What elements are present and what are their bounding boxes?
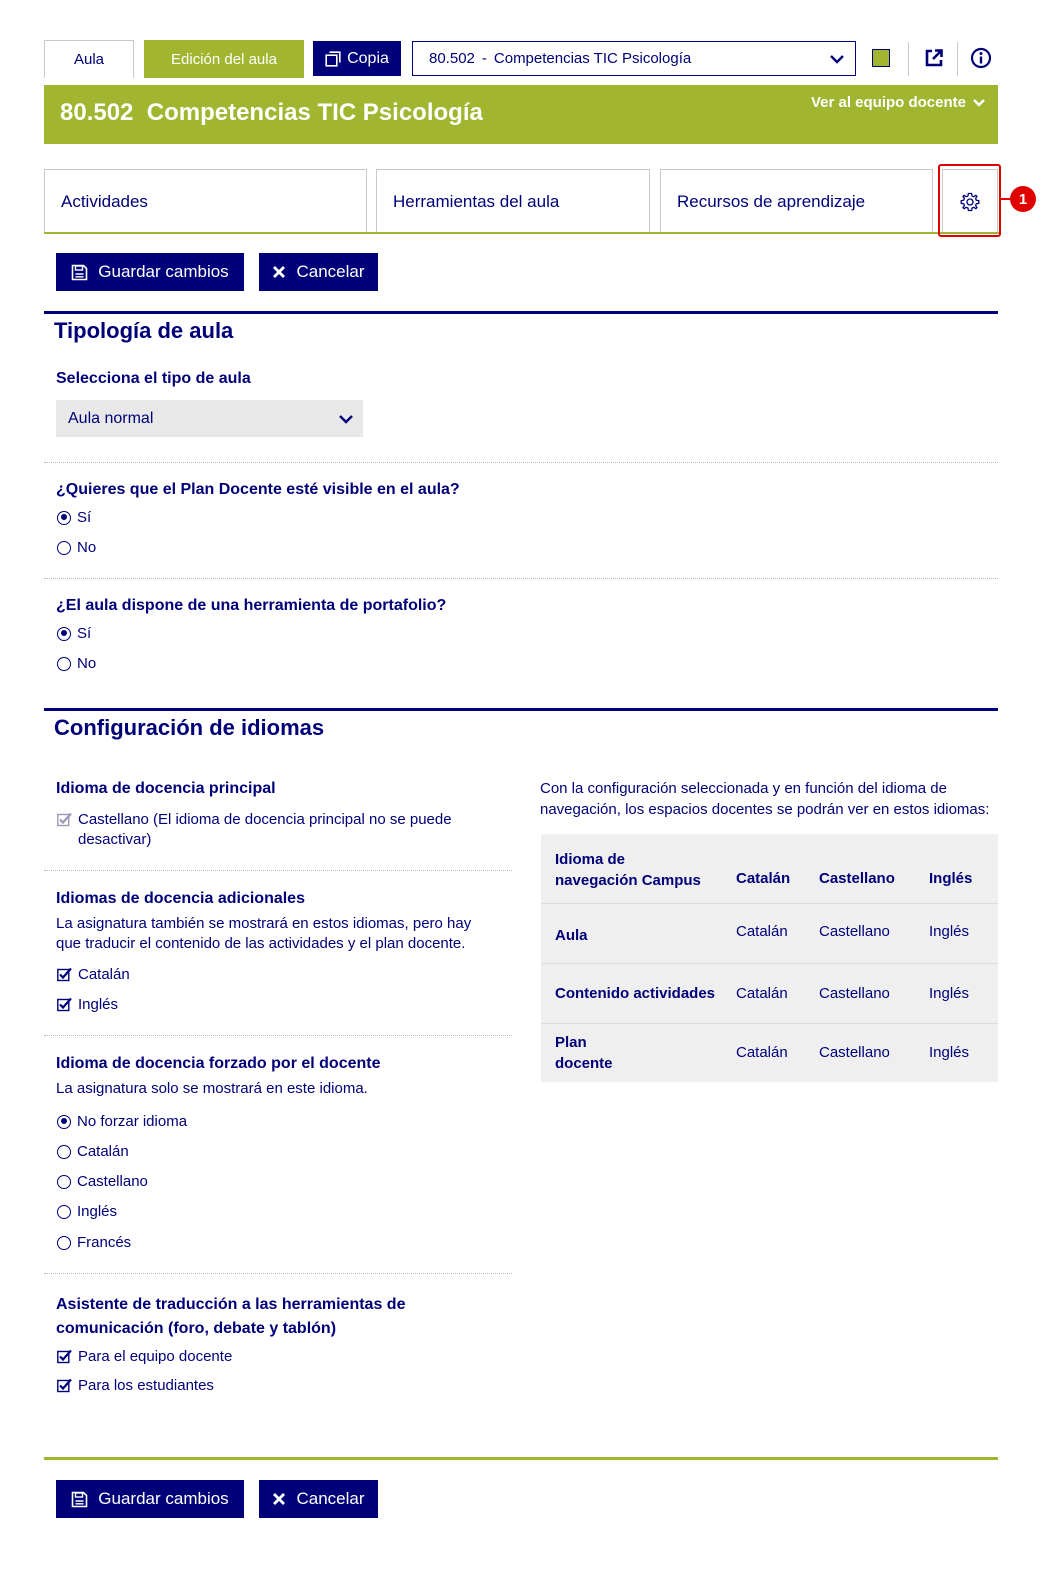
radio-label: No [77,655,97,672]
highlight-box [938,164,1001,237]
table-header-catalan: Catalán [736,870,791,887]
radio-castellano[interactable] [57,1173,148,1190]
radio-label: Castellano [77,1173,148,1190]
table-cell: Castellano [819,1044,890,1061]
bottom-rule [44,1457,998,1460]
radio-ingles[interactable] [57,1203,117,1220]
row-label-line2: docente [555,1055,613,1072]
divider [44,1273,512,1274]
section-title-tipologia: Tipología de aula [54,318,234,343]
copy-button-label: Copia [347,49,389,67]
radio-label: No forzar idioma [77,1113,188,1130]
checkbox-checked-icon [57,1378,72,1393]
chevron-down-icon [338,411,354,427]
external-link-icon[interactable] [923,47,945,69]
checkbox-label: Para el equipo docente [78,1348,233,1365]
table-header-navegacion [555,849,701,891]
save-icon [71,264,88,281]
course-select-code: 80.502 [429,50,475,67]
save-button-bottom[interactable] [56,1480,244,1518]
divider [44,462,998,463]
principal-text-line2: desactivar) [78,831,152,848]
radio-selected-icon [57,1115,71,1129]
tab-edicion-aula[interactable] [144,40,304,78]
course-select-name: Competencias TIC Psicología [493,50,692,67]
tab-aula[interactable] [44,40,134,78]
asistente-label [56,1293,405,1341]
tab-recursos-label: Recursos de aprendizaje [677,192,866,211]
radio-icon [57,657,71,671]
table-row-label [555,1032,613,1074]
tab-actividades[interactable] [44,169,367,234]
radio-label: Sí [77,625,92,642]
radio-selected-icon [57,627,71,641]
aula-type-value: Aula normal [68,409,154,427]
header-line2: navegación Campus [555,872,701,889]
radio-plan-si[interactable] [57,509,91,526]
checkbox-checked-icon [57,997,72,1012]
table-cell: Catalán [736,1044,788,1061]
table-header-ingles: Inglés [929,870,973,887]
radio-portfolio-si[interactable] [57,625,91,642]
adicionales-description [56,914,471,954]
radio-portfolio-no[interactable] [57,655,96,672]
info-line2: navegación, los espacios docentes se podrán ver en estos idiomas: [540,801,990,818]
radio-selected-icon [57,511,71,525]
checkbox-label: Inglés [78,996,119,1013]
info-line1: Con la configuración seleccionada y en función del idioma de [540,780,947,797]
chevron-down-icon [972,96,986,110]
radio-label: No [77,539,97,556]
table-cell: Catalán [736,985,788,1002]
section-rule [44,311,998,314]
close-icon [272,1492,286,1506]
language-info-text [540,778,1010,820]
cancel-button-bottom[interactable] [259,1480,378,1518]
table-cell: Inglés [929,985,970,1002]
cancel-button-label: Cancelar [296,1489,365,1508]
question-plan-docente: ¿Quieres que el Plan Docente esté visible en el aula? [56,481,460,498]
annotation-marker: 1 [1010,186,1036,212]
select-label: Selecciona el tipo de aula [56,370,251,387]
save-icon [71,1491,88,1508]
checkbox-ingles[interactable] [57,996,118,1013]
question-portfolio: ¿El aula dispone de una herramienta de portafolio? [56,597,447,614]
radio-label: Inglés [77,1203,118,1220]
checkbox-catalan[interactable] [57,966,130,983]
checkbox-label: Para los estudiantes [78,1377,214,1394]
save-button-label: Guardar cambios [98,1489,229,1508]
row-label-line1: Plan [555,1034,587,1051]
radio-icon [57,1175,71,1189]
radio-frances[interactable] [57,1234,131,1251]
chevron-down-icon [829,51,845,67]
checkbox-label: Catalán [78,966,130,983]
table-header-castellano: Castellano [819,870,895,887]
course-code: 80.502 [60,99,134,126]
principal-text-line1: Castellano (El idioma de docencia principal no se puede [78,811,452,828]
forzado-label: Idioma de docencia forzado por el docente [56,1055,381,1072]
close-icon [272,265,286,279]
section-rule [44,708,998,711]
radio-icon [57,541,71,555]
tab-recursos[interactable] [660,169,933,234]
aula-type-select[interactable] [56,400,363,437]
nav-underline [44,232,999,234]
radio-icon [57,1145,71,1159]
toolbar-divider [908,42,909,76]
header-line1: Idioma de [555,851,626,868]
table-divider [541,1023,998,1024]
principal-label: Idioma de docencia principal [56,780,276,797]
table-cell: Inglés [929,923,970,940]
adicionales-line1: La asignatura también se mostrará en estos idiomas, pero hay [56,915,472,932]
radio-label: Catalán [77,1143,129,1160]
divider [44,578,998,579]
divider [44,870,512,871]
adicionales-label: Idiomas de docencia adicionales [56,890,305,907]
table-cell: Castellano [819,985,890,1002]
course-name: Competencias TIC Psicología [146,99,483,126]
table-row-label: Contenido actividades [555,985,716,1002]
table-divider [541,903,998,904]
course-select-separator: - [481,50,487,67]
table-row-label: Aula [555,927,588,944]
radio-plan-no[interactable] [57,539,96,556]
team-link-label: Ver al equipo docente [810,94,966,111]
checkbox-checked-icon [57,1349,72,1364]
color-swatch[interactable] [872,49,890,67]
adicionales-line2: que traducir el contenido de las actividades y el plan docente. [56,935,466,952]
table-cell: Castellano [819,923,890,940]
radio-icon [57,1205,71,1219]
tab-aula-label: Aula [73,51,105,68]
toolbar-divider [957,42,958,76]
section-title-idiomas: Configuración de idiomas [54,715,325,740]
radio-catalan[interactable] [57,1143,129,1160]
table-cell: Catalán [736,923,788,940]
checkbox-disabled-icon [57,812,72,827]
table-divider [541,963,998,964]
divider [44,1035,512,1036]
course-select[interactable] [412,41,856,76]
checkbox-principal [57,810,452,850]
copy-icon [325,51,341,67]
checkbox-checked-icon [57,967,72,982]
radio-no-forzar[interactable] [57,1113,187,1130]
cancel-button-label: Cancelar [296,262,365,281]
asistente-line2: comunicación (foro, debate y tablón) [56,1320,337,1337]
radio-icon [57,1236,71,1250]
info-icon[interactable] [970,47,992,69]
cancel-button[interactable] [259,253,378,291]
table-cell: Inglés [929,1044,970,1061]
copy-button[interactable] [313,41,401,76]
tab-actividades-label: Actividades [61,192,148,211]
radio-label: Sí [77,509,92,526]
course-header [44,85,998,144]
radio-label: Francés [77,1234,132,1251]
tab-herramientas-label: Herramientas del aula [393,192,560,211]
asistente-line1: Asistente de traducción a las herramientas de [56,1296,406,1313]
checkbox-estudiantes[interactable] [57,1377,214,1394]
course-title [60,99,483,127]
checkbox-equipo-docente[interactable] [57,1348,232,1365]
tab-edicion-label: Edición del aula [171,50,277,68]
team-link[interactable] [811,94,986,111]
save-button-label: Guardar cambios [98,262,229,281]
language-table [541,834,998,1082]
save-button[interactable] [56,253,244,291]
tab-herramientas[interactable] [376,169,650,234]
forzado-description: La asignatura solo se mostrará en este idioma. [56,1080,368,1097]
